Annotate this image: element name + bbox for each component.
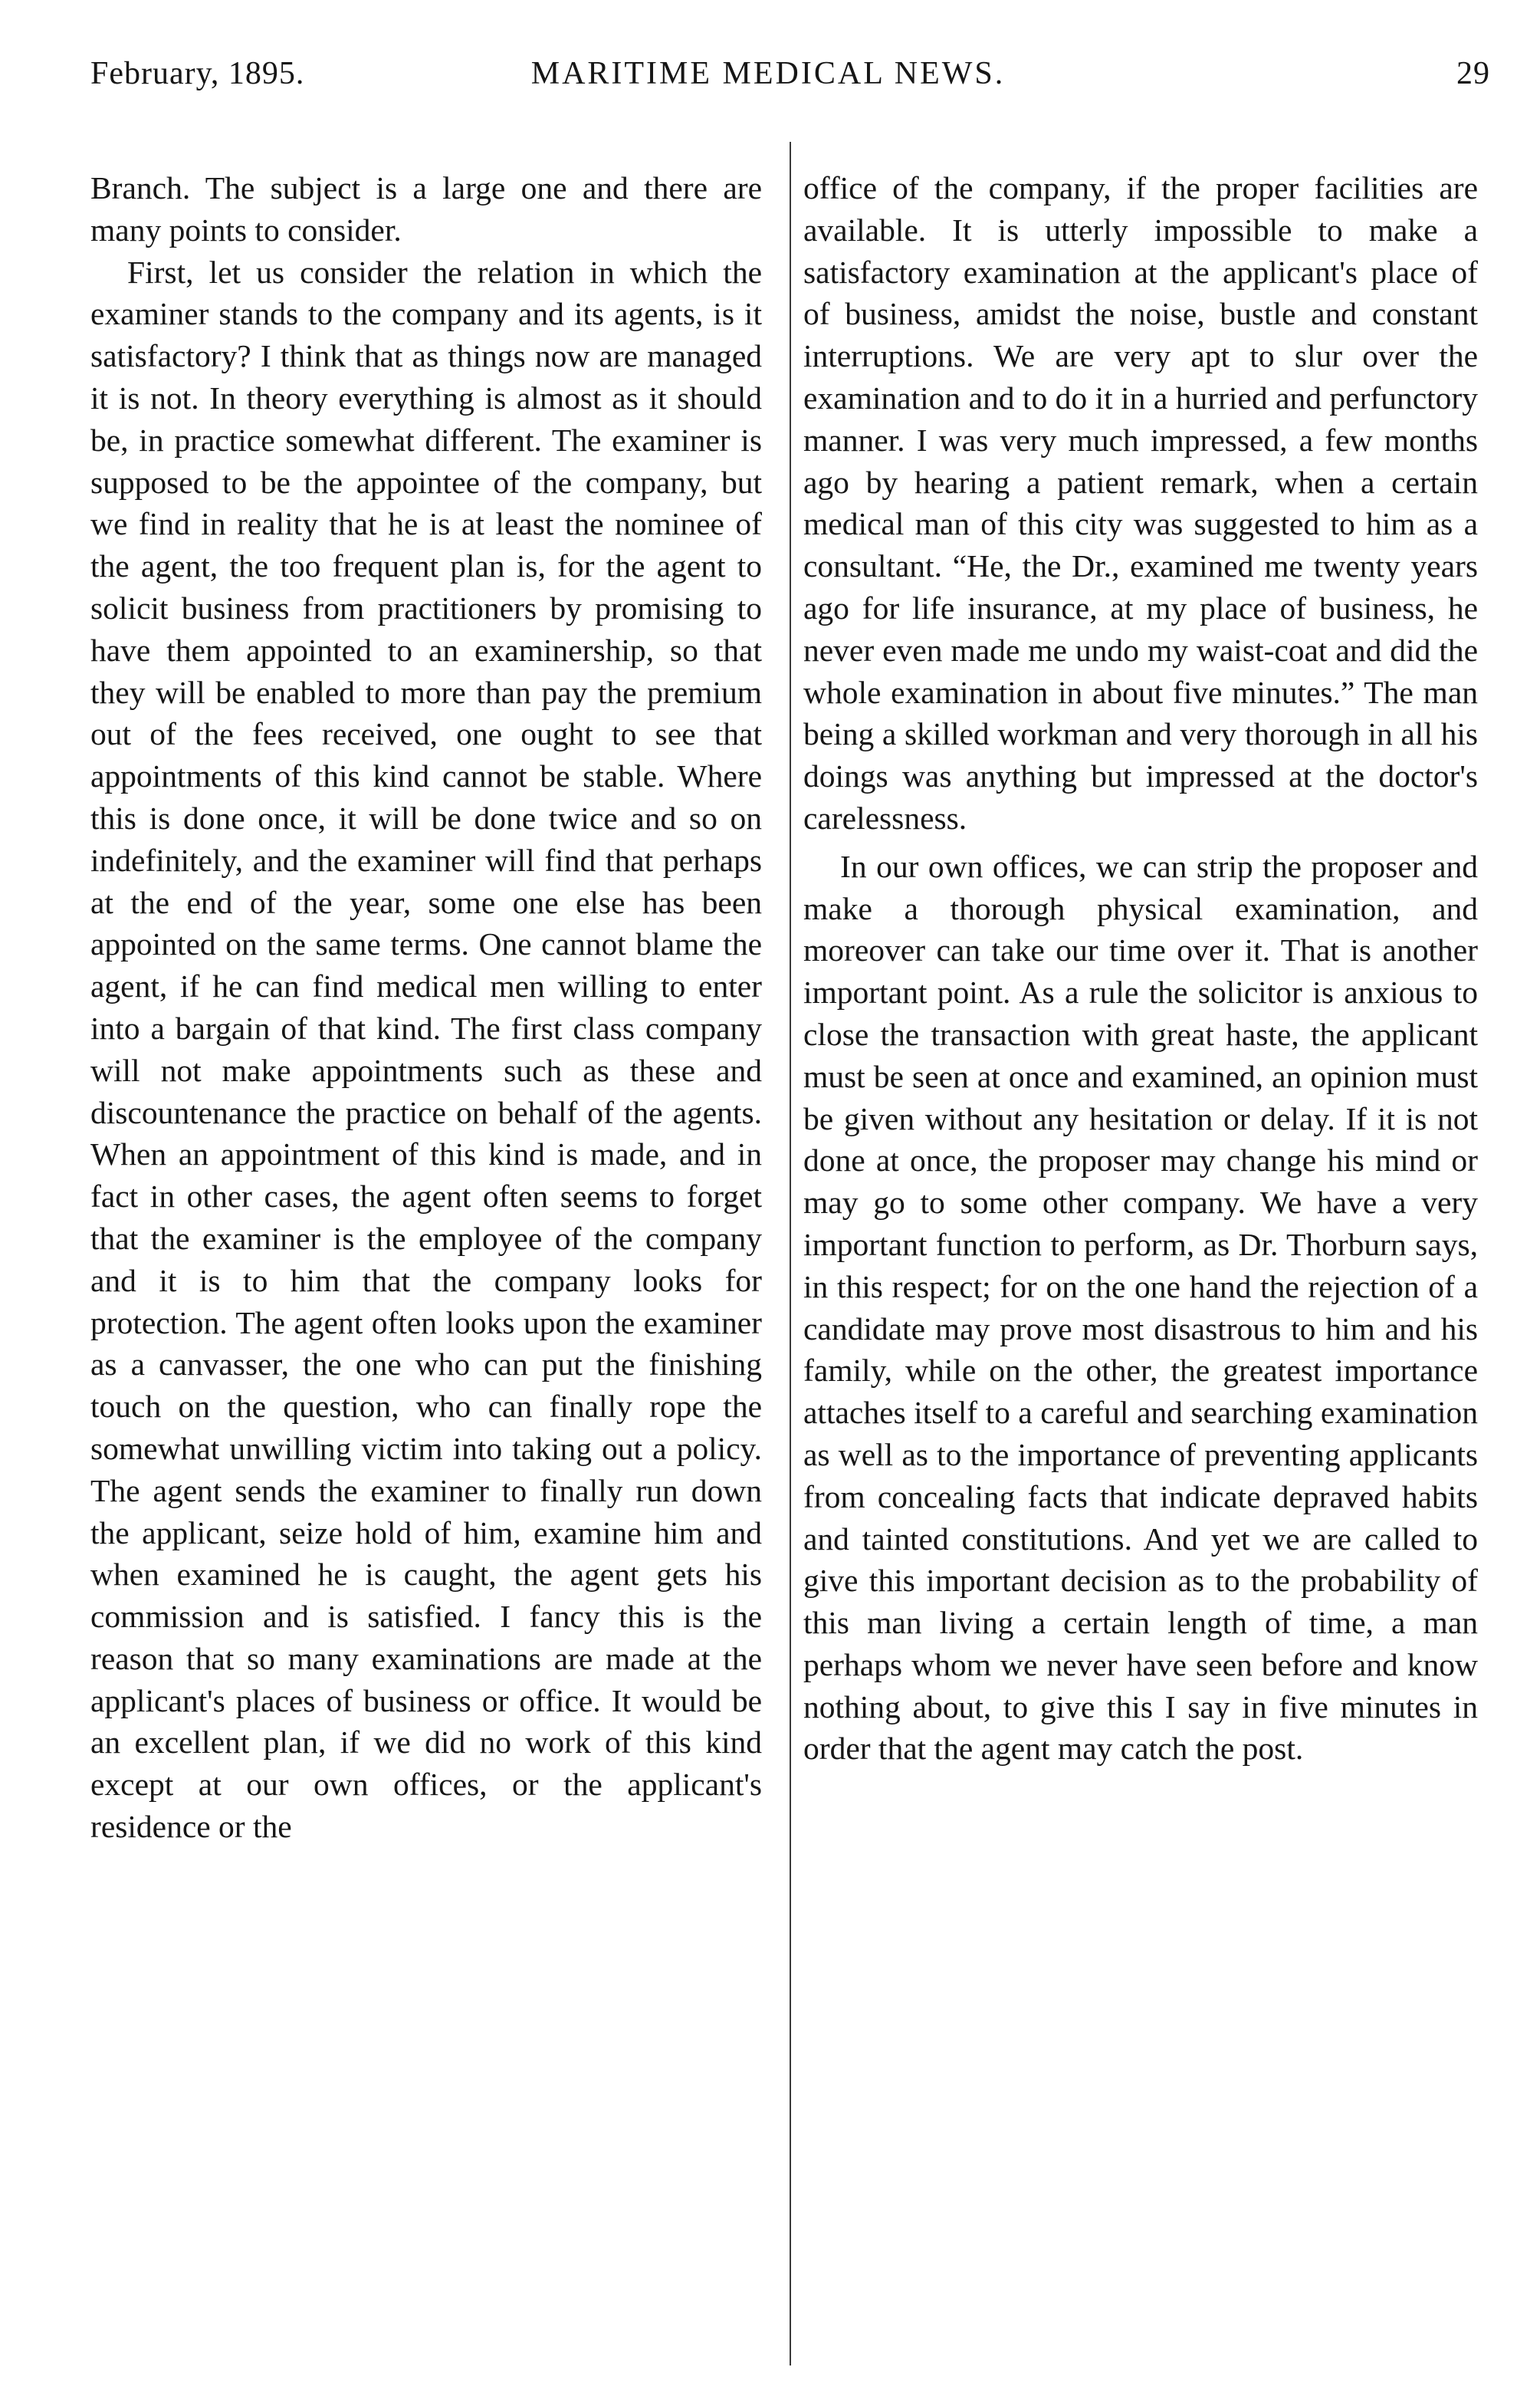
left-paragraph-1: Branch. The subject is a large one and there are many points to consider. [90, 170, 762, 248]
right-paragraph-2: In our own offices, we can strip the proposer and make a thorough physical examination, and moreover can take our time over it. That is another important point. As a rule the solicitor is anxious to close the transaction with great haste, the applicant must be seen at once and examined, an opinion must be given without any hesitation or delay. If it is not done at once, the proposer may change his mind or may go to some other company. We have a very important function to perform, as Dr. Thorburn says, in this respect; for on the one hand the rejection of a candidate may prove most disastrous to him and his family, while on the other, the greatest importance attaches itself to a careful and searching examination as well as to the importance of preventing applicants from concealing facts that indicate depraved habits and tainted constitutions. And yet we are called to give this important decision as to the probability of this man living a certain length of time, a man perhaps whom we never have seen before and know nothing about, to give this I say in five minutes in order that the agent may catch the post. [803, 848, 1478, 1767]
left-column [90, 167, 762, 1848]
header-journal-title: MARITIME MEDICAL NEWS. [530, 56, 1006, 91]
left-paragraph-2: First, let us consider the relation in which the examiner stands to the company and its agents, is it satisfactory? I think that as things now are managed it is not. In theory everything is almost as it should be, in practice somewhat different. The examiner is supposed to be the appointee of the company, but we find in reality that he is at least the nominee of the agent, the too frequent plan is, for the agent to solicit business from practitioners by promising to have them appointed to an examinership, so that they will be enabled to more than pay the premium out of the fees received, one ought to see that appointments of this kind cannot be stable. Where this is done once, it will be done twice and so on indefinitely, and the examiner will find that perhaps at the end of the year, some one else has been appointed on the same terms. One cannot blame the agent, if he can find medical men willing to enter into a bargain of that kind. The first class company will not make appointments such as these and discountenance the practice on behalf of the agents. When an appointment of this kind is made, and in fact in other cases, the agent often seems to forget that the examiner is the employee of the company and it is to him that the company looks for protection. The agent often looks upon the examiner as a canvasser, the one who can put the finishing touch on the question, who can finally rope the somewhat unwilling victim into taking out a policy. The agent sends the examiner to finally run down the applicant, seize hold of him, examine him and when examined he is caught, the agent gets his commission and is satisfied. I fancy this is the reason that so many examinations are made at the applicant's places of business or office. It would be an excellent plan, if we did no work of this kind except at our own offices, or the applicant's residence or the [90, 254, 762, 1845]
right-column [803, 167, 1478, 1770]
column-divider [790, 142, 791, 2365]
header-date: February, 1895. [90, 56, 305, 91]
right-paragraph-1: office of the company, if the proper facilities are available. It is utterly impossible to make a satisfactory examination at the applicant's place of of business, amidst the noise, bustle and constant interruptions. We are very apt to slur over the examination and to do it in a hurried and perfunctory manner. I was very much impressed, a few months ago by hearing a patient remark, when a certain medical man of this city was suggested to him as a consultant. “He, the Dr., examined me twenty years ago for life insurance, at my place of business, he never even made me undo my waist-coat and did the whole examination in about five minutes.” The man being a skilled workman and very thorough in all his doings was anything but impressed at the doctor's carelessness. [803, 170, 1478, 836]
header-page-number: 29 [1456, 56, 1490, 91]
running-header [46, 55, 1490, 109]
